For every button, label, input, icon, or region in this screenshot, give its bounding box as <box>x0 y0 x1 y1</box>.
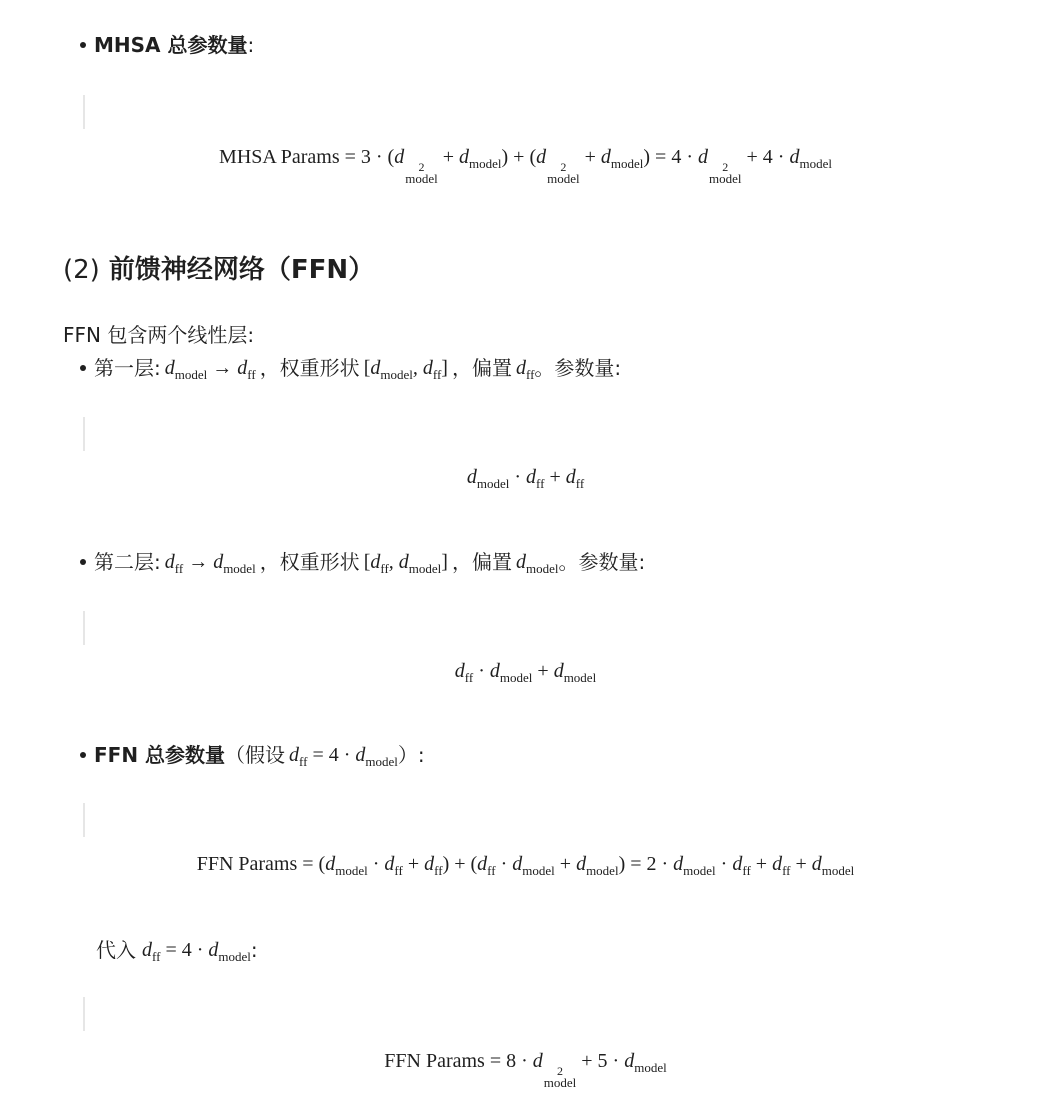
layer1-formula: $d_{model} \cdot d_{ff} + d_{ff}$ <box>466 466 585 491</box>
formula-label: FFN Params <box>196 853 298 875</box>
mhsa-formula: MHSA Params = 3 · (d 2 model + $d_{model}) + (d$ 2 model + $d_{model}) = 4 \cdot d$ 2 model + $4 \cdot d_{model}$ <box>219 146 832 186</box>
ffn-total-bullet: FFN 总参数量 （假设 $d_{ff} = 4 \cdot d_{model}$ ）: <box>80 742 425 768</box>
layer1-label: 第一层: <box>94 356 161 380</box>
weight-label: ，权重形状 <box>259 550 360 574</box>
bias-label: ，偏置 <box>451 550 512 574</box>
assume-open: （假设 <box>225 743 286 767</box>
formula-label: MHSA Params <box>219 146 340 168</box>
heading-text: 前馈神经网络（FFN） <box>108 255 375 285</box>
ffn-intro: FFN 包含两个线性层: <box>63 323 255 347</box>
colon: : <box>247 33 255 57</box>
heading-number: (2) <box>63 255 100 285</box>
bullet-dot <box>80 365 86 371</box>
quote-bar <box>83 997 85 1031</box>
quote-bar <box>83 417 85 451</box>
ffn-total-formula: FFN Params = $(d_{model} \cdot d_{ff} + d_{ff}) + (d_{ff} \cdot d_{model} + d_{model}) = 2 \cdot d_{model} \cdot d_{ff} + d_{ff} + d_{model}$ <box>196 853 855 878</box>
bias-label: ，偏置 <box>451 356 512 380</box>
bullet-dot <box>80 559 86 565</box>
substitute-label: 代入 <box>96 938 136 962</box>
weight-label: ，权重形状 <box>259 356 360 380</box>
quote-bar <box>83 95 85 129</box>
layer2-label: 第二层: <box>94 550 161 574</box>
section-heading <box>63 254 374 286</box>
layer2-formula: $d_{ff} \cdot d_{model} + d_{model}$ <box>454 660 597 685</box>
substitute-line: 代入 $d_{ff} = 4 \cdot d_{model}$ : <box>96 938 258 964</box>
ffn-final-formula: FFN Params = 8 · d 2 model + $5 \cdot d_{model}$ <box>384 1050 667 1090</box>
params-label: 。参数量: <box>558 550 646 574</box>
layer1-bullet: 第一层: $d_{model} \to d_{ff}$ ，权重形状 [$d_{model}$, $d_{ff}$] ，偏置 $d_{ff}$ 。参数量: <box>80 355 621 381</box>
assume-close: ）: <box>397 743 425 767</box>
ffn-total-label: FFN 总参数量 <box>94 743 226 767</box>
quote-bar <box>83 611 85 645</box>
quote-bar <box>83 803 85 837</box>
formula-label: FFN Params <box>384 1050 485 1072</box>
layer2-bullet: 第二层: $d_{ff} \to d_{model}$ ，权重形状 [$d_{ff}$, $d_{model}$] ，偏置 $d_{model}$ 。参数量: <box>80 549 645 575</box>
mhsa-total-label: MHSA 总参数量 <box>94 33 248 57</box>
params-label: 。参数量: <box>534 356 622 380</box>
colon: : <box>250 938 258 962</box>
bullet-dot <box>80 42 86 48</box>
bullet-dot <box>80 752 86 758</box>
mhsa-bullet <box>80 32 254 58</box>
